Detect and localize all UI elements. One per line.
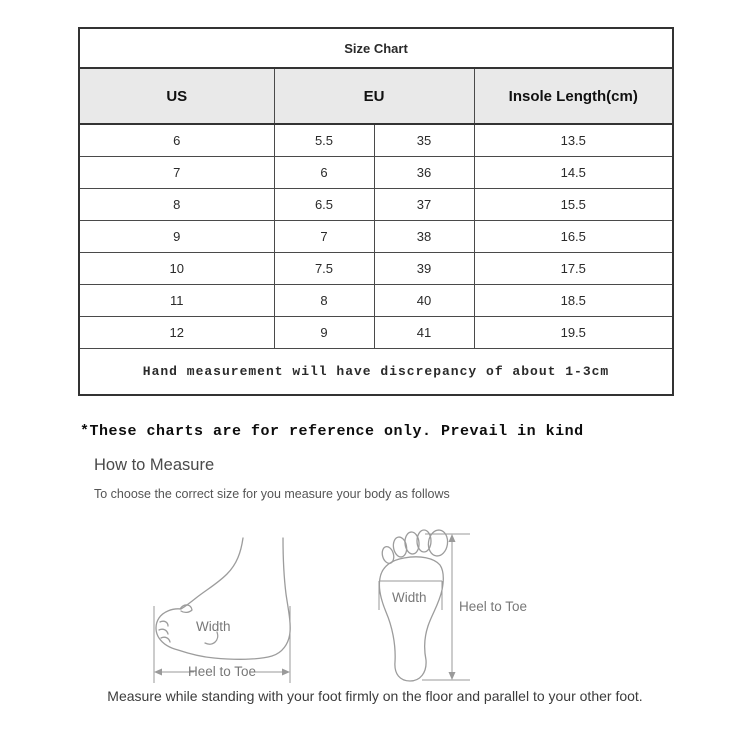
cell-us: 11 [79, 285, 274, 317]
table-header-row [79, 68, 673, 124]
arrowhead-right [282, 669, 290, 676]
cell-eu-b: 39 [374, 253, 474, 285]
cell-insole: 19.5 [474, 317, 673, 349]
arrowhead-up [449, 534, 456, 542]
reference-note: *These charts are for reference only. Prevail in kind [80, 423, 584, 440]
cell-eu-b: 41 [374, 317, 474, 349]
foot-side-view-diagram [150, 536, 295, 686]
cell-insole: 16.5 [474, 221, 673, 253]
cell-insole: 13.5 [474, 124, 673, 157]
table-row [79, 157, 673, 189]
cell-insole: 15.5 [474, 189, 673, 221]
cell-eu-a: 7 [274, 221, 374, 253]
footprint-width-label: Width [392, 590, 427, 605]
cell-eu-a: 5.5 [274, 124, 374, 157]
cell-insole: 17.5 [474, 253, 673, 285]
cell-eu-a: 7.5 [274, 253, 374, 285]
toe-lines [159, 621, 170, 642]
cell-eu-b: 40 [374, 285, 474, 317]
cell-insole: 14.5 [474, 157, 673, 189]
cell-us: 8 [79, 189, 274, 221]
foot-side-view-drawing [150, 536, 295, 686]
footprint-heel-to-toe-label: Heel to Toe [459, 599, 528, 614]
cell-eu-a: 6 [274, 157, 374, 189]
cell-eu-a: 8 [274, 285, 374, 317]
cell-us: 12 [79, 317, 274, 349]
header-eu: EU [274, 68, 474, 124]
cell-us: 6 [79, 124, 274, 157]
table-row [79, 221, 673, 253]
table-row [79, 317, 673, 349]
size-chart-table [78, 27, 674, 396]
cell-us: 7 [79, 157, 274, 189]
side-width-label: Width [196, 619, 231, 634]
table-title-row [79, 28, 673, 68]
cell-eu-a: 9 [274, 317, 374, 349]
table-row [79, 253, 673, 285]
how-to-measure-heading: How to Measure [94, 456, 215, 474]
cell-eu-b: 36 [374, 157, 474, 189]
header-us: US [79, 68, 274, 124]
table-footnote-row [79, 349, 673, 396]
footprint-diagram [372, 528, 532, 690]
cell-insole: 18.5 [474, 285, 673, 317]
cell-eu-b: 38 [374, 221, 474, 253]
cell-us: 9 [79, 221, 274, 253]
table-row [79, 189, 673, 221]
arrowhead-left [154, 669, 162, 676]
table-title: Size Chart [79, 28, 673, 68]
table-row [79, 124, 673, 157]
cell-eu-b: 37 [374, 189, 474, 221]
cell-eu-b: 35 [374, 124, 474, 157]
table-footnote: Hand measurement will have discrepancy of about 1-3cm [79, 349, 673, 396]
foot-outline [156, 538, 290, 659]
how-to-measure-subheading: To choose the correct size for you measure your body as follows [94, 487, 450, 501]
sole-outline [379, 557, 443, 681]
measure-caption: Measure while standing with your foot firmly on the floor and parallel to your other foot. [107, 688, 643, 704]
toe-big [427, 529, 449, 557]
cell-eu-a: 6.5 [274, 189, 374, 221]
cell-us: 10 [79, 253, 274, 285]
footprint-drawing [372, 528, 532, 690]
arrowhead-down [449, 672, 456, 680]
side-heel-to-toe-label: Heel to Toe [187, 664, 257, 679]
table-row [79, 285, 673, 317]
header-insole-length: Insole Length(cm) [474, 68, 673, 124]
